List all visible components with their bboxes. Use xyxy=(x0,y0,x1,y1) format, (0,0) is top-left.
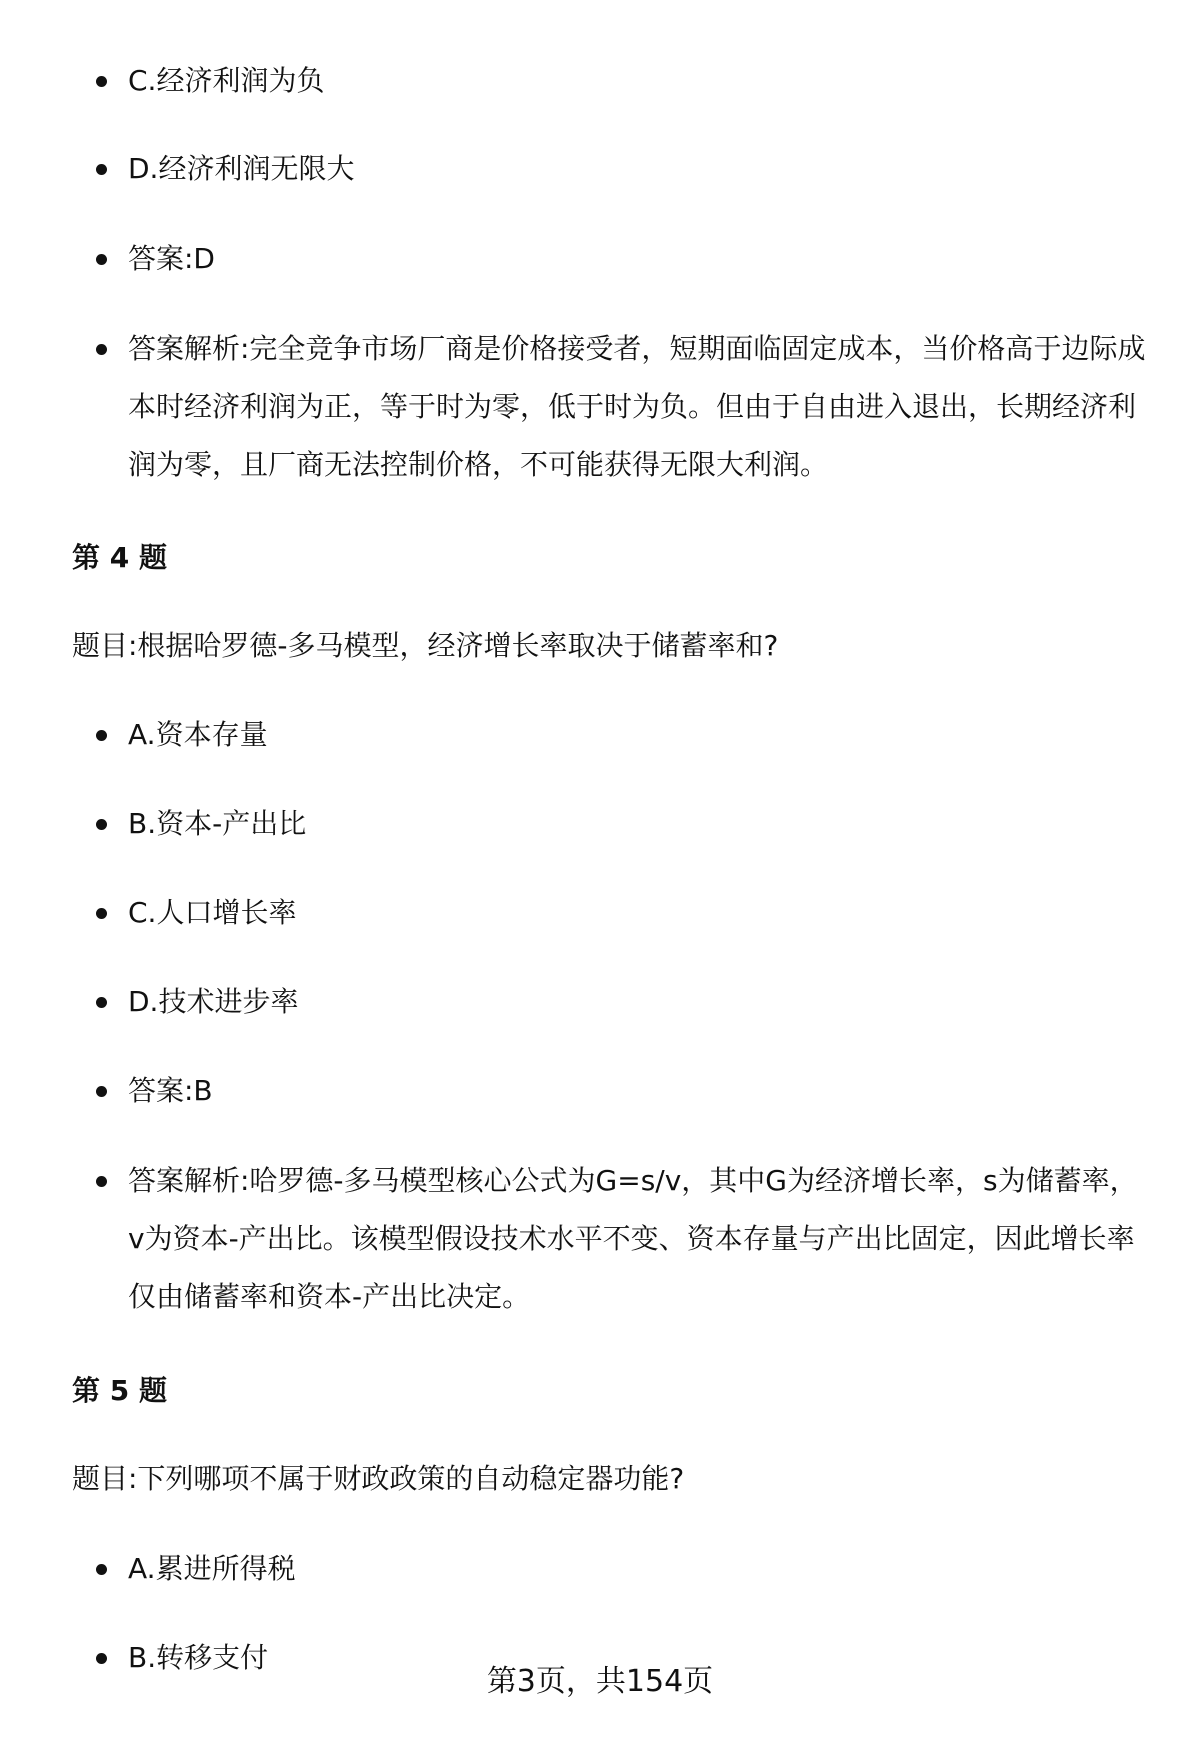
list-item xyxy=(72,140,1152,198)
q3-option-list-2 xyxy=(72,140,1152,198)
bullet-icon xyxy=(96,164,107,175)
q5-prompt: 题目:下列哪项不属于财政政策的自动稳定器功能? xyxy=(72,1462,685,1495)
q4-explanation: 答案解析:哈罗德-多马模型核心公式为G=s/v，其中G为经济增长率，s为储蓄率，v为资本-产出比。该模型假设技术水平不变、资本存量与产出比固定，因此增长率仅由储蓄率和资本-产出比决定。 xyxy=(128,1164,1138,1313)
bullet-icon xyxy=(96,344,107,355)
list-item xyxy=(72,706,1152,764)
q5-option-list xyxy=(72,1540,1152,1598)
q4-heading: 第 4 题 xyxy=(72,541,167,574)
q4-option-list xyxy=(72,706,1152,764)
list-item xyxy=(72,973,1152,1031)
bullet-icon xyxy=(96,1564,107,1575)
bullet-icon xyxy=(96,819,107,830)
q4-option-list-c xyxy=(72,884,1152,942)
list-item xyxy=(72,1152,1152,1326)
q3-option-c: C.经济利润为负 xyxy=(128,64,325,97)
bullet-icon xyxy=(96,1176,107,1187)
bullet-icon xyxy=(96,997,107,1008)
q3-answer-list xyxy=(72,230,1152,288)
list-item xyxy=(72,1540,1152,1598)
q4-option-c: C.人口增长率 xyxy=(128,896,297,929)
q5-heading: 第 5 题 xyxy=(72,1374,167,1407)
q4-option-list-b xyxy=(72,795,1152,853)
q5-option-b: B.转移支付 xyxy=(128,1641,269,1674)
bullet-icon xyxy=(96,730,107,741)
list-item xyxy=(72,320,1152,494)
list-item xyxy=(72,1062,1152,1120)
page-footer: 第3页，共154页 xyxy=(486,1664,714,1699)
q4-explanation-list xyxy=(72,1152,1152,1326)
list-item xyxy=(72,884,1152,942)
list-item xyxy=(72,795,1152,853)
q4-answer-list xyxy=(72,1062,1152,1120)
q4-option-b: B.资本-产出比 xyxy=(128,807,307,840)
q4-option-a: A.资本存量 xyxy=(128,718,268,751)
bullet-icon xyxy=(96,254,107,265)
q4-option-d: D.技术进步率 xyxy=(128,985,299,1018)
bullet-icon xyxy=(96,1086,107,1097)
list-item xyxy=(72,230,1152,288)
bullet-icon xyxy=(96,908,107,919)
q3-explanation: 答案解析:完全竞争市场厂商是价格接受者，短期面临固定成本，当价格高于边际成本时经济利润为正，等于时为零，低于时为负。但由于自由进入退出，长期经济利润为零，且厂商无法控制价格，不可能获得无限大利润。 xyxy=(128,332,1146,481)
q4-prompt: 题目:根据哈罗德-多马模型，经济增长率取决于储蓄率和? xyxy=(72,629,779,662)
q3-option-d: D.经济利润无限大 xyxy=(128,152,355,185)
q3-explanation-list xyxy=(72,320,1152,494)
q3-option-list xyxy=(72,52,1152,110)
q5-option-a: A.累进所得税 xyxy=(128,1552,296,1585)
q4-option-list-d xyxy=(72,973,1152,1031)
q3-answer: 答案:D xyxy=(128,242,215,275)
bullet-icon xyxy=(96,76,107,87)
list-item xyxy=(72,52,1152,110)
q4-answer: 答案:B xyxy=(128,1074,213,1107)
